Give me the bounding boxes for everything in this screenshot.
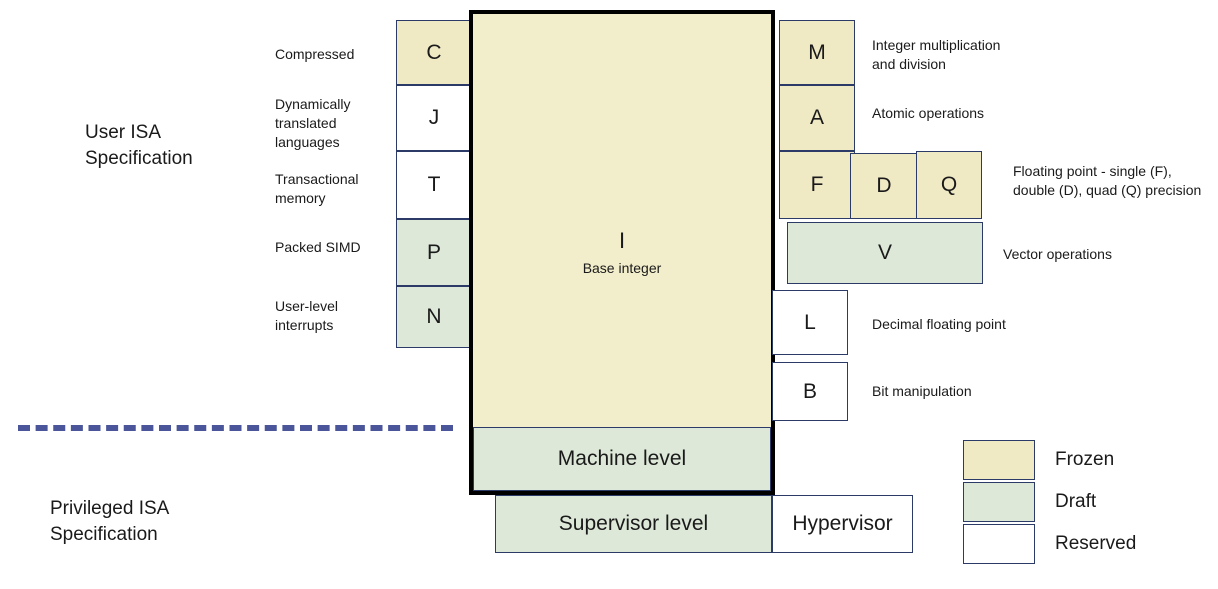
label-packed-simd-text: Packed SIMD [275, 239, 361, 255]
label-dynamically-translated [275, 95, 400, 152]
label-transactional-line2: memory [275, 189, 326, 206]
ext-block-m-letter: M [808, 40, 826, 64]
ext-block-c[interactable] [396, 20, 472, 85]
base-integer-block[interactable] [469, 10, 775, 495]
label-m-line2: and division [872, 55, 946, 72]
ext-block-l[interactable] [772, 290, 848, 355]
ext-block-q-letter: Q [940, 173, 958, 196]
privileged-isa-title [50, 496, 290, 547]
ext-block-a[interactable] [779, 85, 855, 151]
legend-label-reserved: Reserved [1055, 533, 1137, 554]
label-bit-manipulation [872, 382, 1102, 401]
label-decimal-floating-point [872, 315, 1102, 334]
label-dynamic-line2: translated [275, 114, 337, 131]
label-dynamic-line1: Dynamically [275, 96, 351, 112]
ext-block-p-letter: P [426, 240, 441, 264]
ext-block-p[interactable] [396, 219, 472, 286]
label-user-interrupts-line2: interrupts [275, 316, 334, 333]
ext-block-f-letter: F [810, 173, 824, 196]
machine-level-label: Machine level [557, 447, 687, 470]
ext-block-v[interactable] [787, 222, 983, 284]
label-floating-point [1013, 162, 1218, 200]
user-isa-title [85, 120, 305, 171]
hypervisor-label: Hypervisor [792, 512, 893, 535]
legend-swatch-frozen [963, 440, 1035, 480]
ext-block-d[interactable] [850, 153, 918, 219]
label-l-text: Decimal floating point [872, 316, 1006, 332]
label-packed-simd [275, 238, 400, 257]
ext-block-l-letter: L [804, 310, 816, 334]
supervisor-level-block[interactable] [495, 495, 772, 553]
ext-block-q[interactable] [916, 151, 982, 219]
label-compressed-text: Compressed [275, 46, 355, 62]
legend-label-draft: Draft [1055, 491, 1097, 512]
label-a-text: Atomic operations [872, 105, 985, 121]
label-integer-mul-div [872, 36, 1102, 74]
supervisor-level-label: Supervisor level [558, 512, 709, 535]
machine-level-block[interactable] [473, 427, 771, 491]
legend-swatch-reserved [963, 524, 1035, 564]
ext-block-f[interactable] [779, 151, 855, 219]
label-b-text: Bit manipulation [872, 383, 972, 399]
ext-block-j[interactable] [396, 85, 472, 151]
ext-block-n-letter: N [426, 305, 442, 328]
label-fdq-line1: Floating point - single (F), [1013, 163, 1172, 179]
legend [963, 440, 1203, 565]
label-transactional-memory [275, 170, 400, 208]
user-isa-title-line1: User ISA [85, 122, 162, 143]
ext-block-j-letter: J [428, 106, 440, 129]
ext-block-b-letter: B [802, 379, 817, 403]
isa-divider [18, 425, 453, 431]
label-atomic-operations [872, 104, 1102, 123]
ext-block-n[interactable] [396, 286, 472, 348]
legend-label-frozen: Frozen [1055, 449, 1115, 470]
privileged-isa-title-line1: Privileged ISA [50, 498, 170, 519]
label-vector-operations [1003, 245, 1203, 264]
legend-swatch-draft [963, 482, 1035, 522]
ext-block-m[interactable] [779, 20, 855, 85]
label-transactional-line1: Transactional [275, 171, 359, 187]
ext-block-a-letter: A [809, 106, 824, 129]
privileged-isa-title-line2: Specification [50, 523, 158, 545]
base-integer-subtitle: Base integer [582, 259, 662, 276]
label-compressed [275, 45, 395, 64]
hypervisor-block[interactable] [772, 495, 913, 553]
label-user-interrupts-line1: User-level [275, 298, 339, 314]
ext-block-c-letter: C [426, 40, 442, 64]
label-fdq-line2: double (D), quad (Q) precision [1013, 181, 1202, 198]
label-v-text: Vector operations [1003, 246, 1112, 262]
label-m-line1: Integer multiplication [872, 37, 1001, 53]
ext-block-t[interactable] [396, 151, 472, 219]
ext-block-b[interactable] [772, 362, 848, 421]
ext-block-d-letter: D [876, 174, 892, 197]
ext-block-t-letter: T [427, 173, 441, 196]
user-isa-title-line2: Specification [85, 147, 193, 169]
base-integer-letter: I [618, 228, 626, 254]
label-user-level-interrupts [275, 297, 400, 335]
label-dynamic-line3: languages [275, 133, 340, 150]
ext-block-v-letter: V [877, 241, 892, 264]
